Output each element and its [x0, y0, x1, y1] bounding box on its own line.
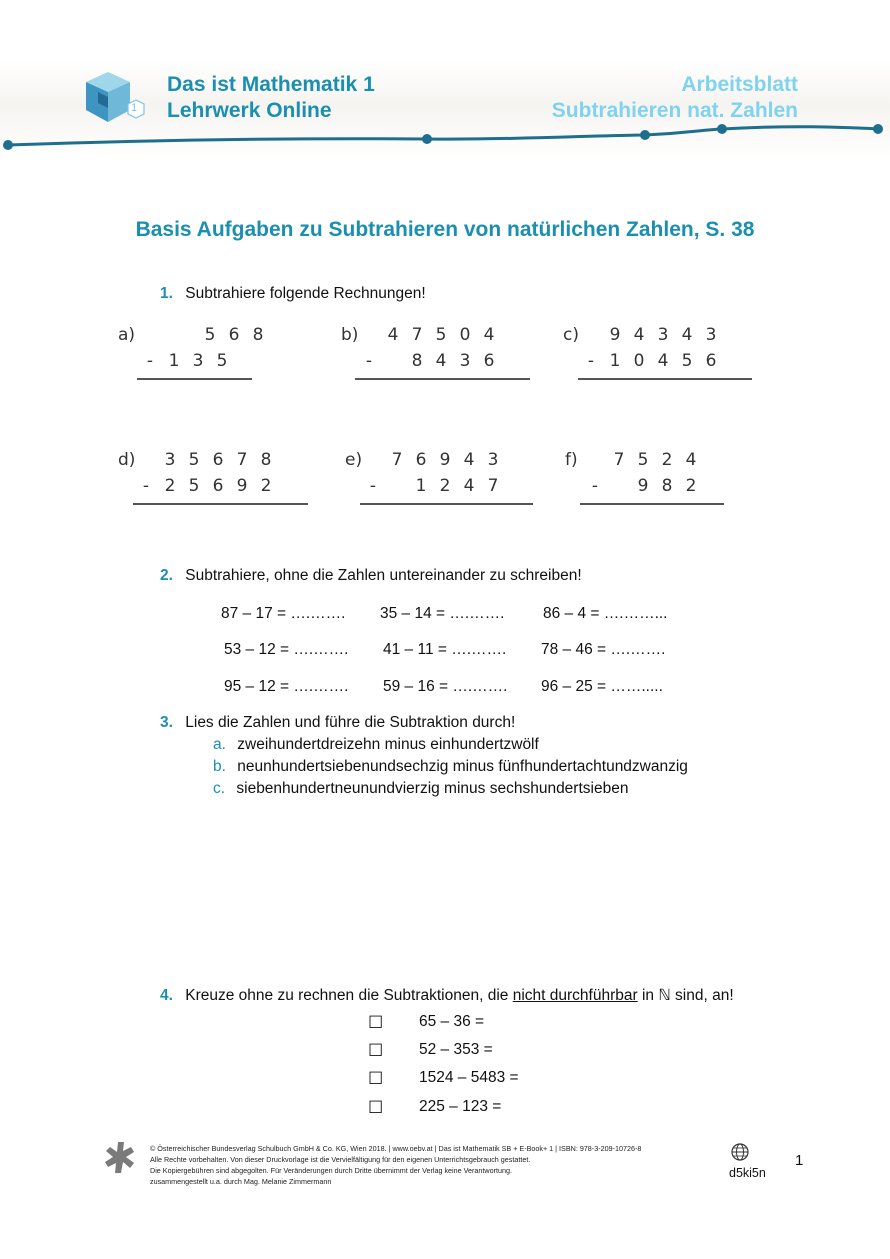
sum-line	[355, 378, 530, 380]
digit	[174, 325, 198, 345]
task2-text: Subtrahiere, ohne die Zahlen untereinander zu schreiben!	[185, 567, 582, 584]
digit: 5	[435, 325, 447, 345]
cube-logo	[84, 70, 154, 130]
digit: 1	[168, 351, 180, 371]
digit: 3	[192, 351, 204, 371]
digit: 2	[164, 476, 176, 496]
task4-text-after: in ℕ sind, an!	[637, 987, 734, 1004]
digit: 5	[188, 476, 200, 496]
checkbox[interactable]: ☐	[368, 1013, 384, 1032]
checkbox-label: 52 – 353 =	[419, 1041, 493, 1058]
digit: 4	[463, 476, 475, 496]
footer-line: Die Kopiergebühren sind abgegolten. Für Veränderungen durch Dritte übernimmt der Verlag keine Verantwortung.	[150, 1166, 512, 1175]
item-letter: a.	[213, 736, 226, 753]
digit: 6	[228, 325, 240, 345]
digit: 8	[661, 476, 673, 496]
product-title: Das ist Mathematik 1	[167, 73, 375, 96]
digit: 0	[633, 351, 645, 371]
digit: 4	[463, 450, 475, 470]
digit: 8	[411, 351, 423, 371]
problem-label: f)	[565, 450, 578, 470]
task2-heading	[160, 567, 582, 585]
problem-label: c)	[563, 325, 579, 345]
checkbox-item[interactable]	[368, 1069, 519, 1089]
sheet-type: Arbeitsblatt	[681, 73, 798, 96]
item-text: zweihundertdreizehn minus einhundertzwölf	[237, 736, 539, 753]
checkbox-item[interactable]	[368, 1013, 485, 1033]
checkbox[interactable]: ☐	[368, 1041, 384, 1060]
equation: 86 – 4 = ….……...	[543, 605, 668, 622]
checkbox-item[interactable]	[368, 1041, 493, 1061]
task1-text: Subtrahiere folgende Rechnungen!	[185, 285, 426, 302]
digit	[150, 325, 174, 345]
digit: 8	[252, 325, 264, 345]
checkbox-label: 65 – 36 =	[419, 1013, 485, 1030]
footer-line: zusammengestellt u.a. durch Mag. Melanie Zimmermann	[150, 1177, 332, 1186]
footer-line: © Österreichischer Bundesverlag Schulbuch GmbH & Co. KG, Wien 2018. | www.oebv.at | Das ist Mathematik SB + E-Book+ 1 | ISBN: 978-3-209-10726-8	[150, 1144, 642, 1153]
problem-label: b)	[341, 325, 359, 345]
digit: 4	[483, 325, 495, 345]
digit: 9	[236, 476, 248, 496]
digit: 3	[487, 450, 499, 470]
digit: 5	[216, 351, 228, 371]
digit: 4	[685, 450, 697, 470]
digit: 2	[685, 476, 697, 496]
minus-sign: -	[587, 351, 595, 371]
task4-text-underlined: nicht durchführbar	[512, 987, 638, 1004]
checkbox-label: 1524 – 5483 =	[419, 1069, 519, 1086]
page-title: Basis Aufgaben zu Subtrahieren von natürlichen Zahlen, S. 38	[135, 218, 755, 241]
task3-item-c	[213, 780, 628, 798]
digit	[607, 476, 631, 496]
task1-number: 1.	[160, 285, 173, 302]
digit	[385, 476, 409, 496]
digit: 0	[459, 325, 471, 345]
minus-sign: -	[369, 476, 377, 496]
minus-sign: -	[365, 351, 373, 371]
wave-dot	[717, 124, 727, 134]
equation: 96 – 25 = …….....	[541, 678, 663, 695]
digit: 1	[609, 351, 621, 371]
product-subtitle: Lehrwerk Online	[167, 99, 332, 122]
checkbox-label: 225 – 123 =	[419, 1098, 502, 1115]
task3-text: Lies die Zahlen und führe die Subtraktion durch!	[185, 714, 516, 731]
digit: 9	[439, 450, 451, 470]
task3-number: 3.	[160, 714, 173, 731]
digit: 6	[212, 476, 224, 496]
digit: 7	[236, 450, 248, 470]
wave-dot	[873, 124, 883, 134]
digit: 3	[164, 450, 176, 470]
digit: 4	[657, 351, 669, 371]
equation: 35 – 14 = ….…….	[380, 605, 505, 622]
task4-text-before: Kreuze ohne zu rechnen die Subtraktionen, die	[185, 987, 513, 1004]
task3-item-a	[213, 736, 539, 754]
equation: 59 – 16 = ….…….	[383, 678, 508, 695]
globe-icon[interactable]	[730, 1142, 752, 1162]
digit: 3	[459, 351, 471, 371]
sheet-topic: Subtrahieren nat. Zahlen	[551, 99, 798, 122]
sum-line	[580, 503, 724, 505]
item-letter: c.	[213, 780, 226, 797]
checkbox[interactable]: ☐	[368, 1098, 384, 1117]
footer-line: Alle Rechte vorbehalten. Von dieser Druckvorlage ist die Vervielfältigung für den eigenen Unterrichtsgebrauch gestattet.	[150, 1155, 531, 1164]
sum-line	[360, 503, 533, 505]
equation: 78 – 46 = ….…….	[541, 641, 666, 658]
digit: 7	[391, 450, 403, 470]
digit: 6	[415, 450, 427, 470]
online-code[interactable]: d5ki5n	[729, 1166, 766, 1180]
header-right	[552, 72, 798, 124]
minus-sign: -	[591, 476, 599, 496]
digit: 5	[681, 351, 693, 371]
digit: 6	[705, 351, 717, 371]
minus-sign: -	[142, 476, 150, 496]
digit: 4	[435, 351, 447, 371]
task4-heading	[160, 986, 734, 1005]
digit: 5	[188, 450, 200, 470]
digit: 6	[212, 450, 224, 470]
item-text: siebenhundertneunundvierzig minus sechshundertsieben	[236, 780, 629, 797]
page-number: 1	[795, 1152, 804, 1169]
digit: 2	[661, 450, 673, 470]
logo-badge: 1	[131, 102, 138, 114]
wave-dot	[640, 130, 650, 140]
equation: 95 – 12 = ….…….	[224, 678, 349, 695]
equation: 87 – 17 = ….…….	[221, 605, 346, 622]
digit: 7	[411, 325, 423, 345]
footer-text	[150, 1143, 641, 1187]
task3-heading	[160, 714, 515, 732]
digit: 4	[681, 325, 693, 345]
digit: 4	[633, 325, 645, 345]
digit: 2	[260, 476, 272, 496]
item-letter: b.	[213, 758, 226, 775]
problem-label: e)	[345, 450, 363, 470]
digit: 5	[637, 450, 649, 470]
equation: 41 – 11 = ….…….	[383, 641, 507, 658]
digit: 5	[204, 325, 216, 345]
checkbox-item[interactable]	[368, 1098, 502, 1118]
digit: 4	[387, 325, 399, 345]
digit: 8	[260, 450, 272, 470]
minus-sign: -	[146, 351, 154, 371]
digit: 9	[637, 476, 649, 496]
digit: 3	[705, 325, 717, 345]
problem-label: d)	[118, 450, 136, 470]
task4-number: 4.	[160, 987, 173, 1004]
sum-line	[578, 378, 752, 380]
task3-item-b	[213, 758, 688, 776]
digit: 7	[613, 450, 625, 470]
header-left	[167, 72, 375, 124]
digit	[381, 351, 405, 371]
problem-label: a)	[118, 325, 136, 345]
task1-heading	[160, 285, 426, 303]
publisher-logo-icon	[104, 1142, 136, 1174]
equation: 53 – 12 = ….…….	[224, 641, 349, 658]
digit: 6	[483, 351, 495, 371]
wave-dot	[422, 134, 432, 144]
digit: 3	[657, 325, 669, 345]
checkbox[interactable]: ☐	[368, 1069, 384, 1088]
wave-dot	[3, 140, 13, 150]
digit: 2	[439, 476, 451, 496]
sum-line	[137, 378, 252, 380]
digit: 7	[487, 476, 499, 496]
task2-number: 2.	[160, 567, 173, 584]
digit: 1	[415, 476, 427, 496]
digit: 9	[609, 325, 621, 345]
item-text: neunhundertsiebenundsechzig minus fünfhundertachtundzwanzig	[237, 758, 688, 775]
sum-line	[133, 503, 308, 505]
